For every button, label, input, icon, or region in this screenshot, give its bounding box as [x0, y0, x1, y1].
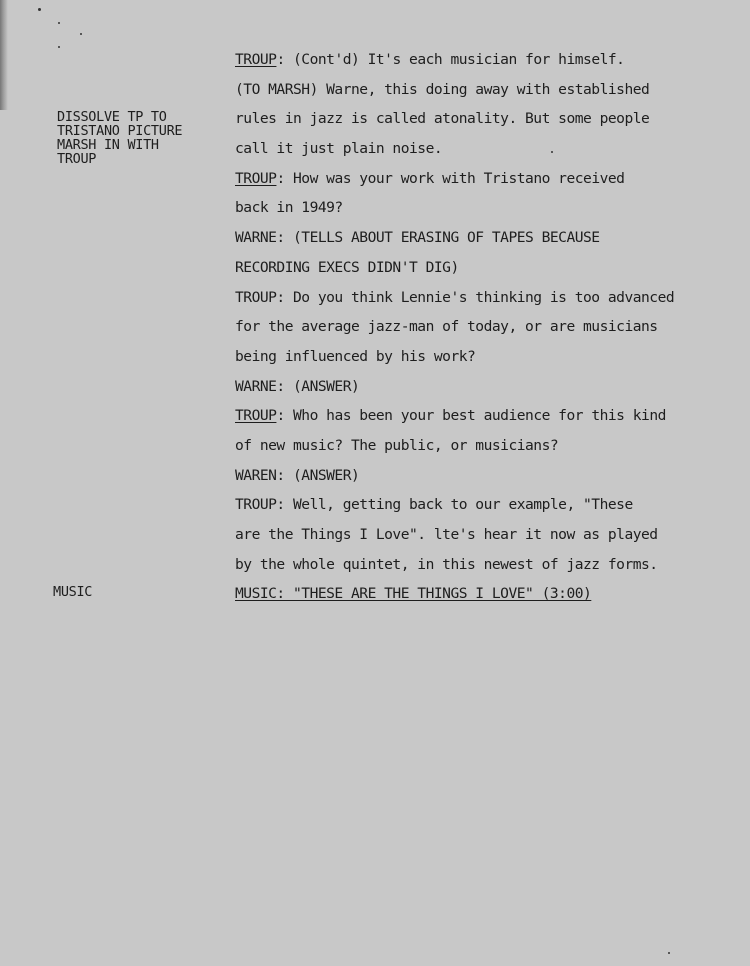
script-line: rules in jazz is called atonality. But some people	[235, 110, 650, 128]
scan-speck	[58, 46, 60, 48]
script-line: RECORDING EXECS DIDN'T DIG)	[235, 258, 459, 276]
cue-line: TRISTANO PICTURE	[57, 123, 183, 139]
music-cue: MUSIC	[53, 584, 93, 600]
speaker-name: TROUP	[235, 407, 277, 425]
script-line: TROUP: (Cont'd) It's each musician for himself.	[235, 51, 625, 68]
music-title: MUSIC: "THESE ARE THE THINGS I LOVE" (3:00)	[235, 585, 592, 603]
script-line: are the Things I Love". lte's hear it now as played	[235, 526, 658, 543]
script-line: call it just plain noise.	[235, 140, 443, 158]
script-line: WARNE: (ANSWER)	[235, 377, 360, 395]
cue-line: DISSOLVE TP TO	[57, 109, 167, 125]
scan-speck	[80, 33, 82, 35]
script-body	[235, 48, 735, 612]
music-line	[235, 582, 735, 612]
scan-speck	[58, 22, 60, 24]
script-line: by the whole quintet, in this newest of jazz forms.	[235, 555, 658, 573]
script-line: for the average jazz-man of today, or are musicians	[235, 318, 658, 336]
script-line: TROUP: How was your work with Tristano received	[235, 169, 625, 187]
direction-cue	[57, 110, 227, 166]
cue-line: MARSH IN WITH	[57, 137, 159, 153]
script-line: TROUP: Do you think Lennie's thinking is too advanced	[235, 288, 675, 306]
script-line: TROUP: Well, getting back to our example, "These	[235, 496, 633, 514]
script-line: TROUP: Who has been your best audience for this kind	[235, 407, 666, 425]
script-line: WARNE: (TELLS ABOUT ERASING OF TAPES BECAUSE	[235, 229, 600, 247]
speaker-name: TROUP	[235, 51, 277, 68]
script-line: WAREN: (ANSWER)	[235, 466, 360, 484]
script-line: of new music? The public, or musicians?	[235, 436, 559, 454]
scan-edge-smudge	[0, 0, 8, 110]
speaker-name: TROUP	[235, 169, 277, 187]
script-line: (TO MARSH) Warne, this doing away with established	[235, 80, 650, 98]
scan-speck	[668, 952, 670, 954]
scan-speck	[38, 8, 41, 11]
script-line: back in 1949?	[235, 199, 343, 217]
script-line: being influenced by his work?	[235, 347, 476, 365]
cue-line: TROUP	[57, 151, 97, 167]
